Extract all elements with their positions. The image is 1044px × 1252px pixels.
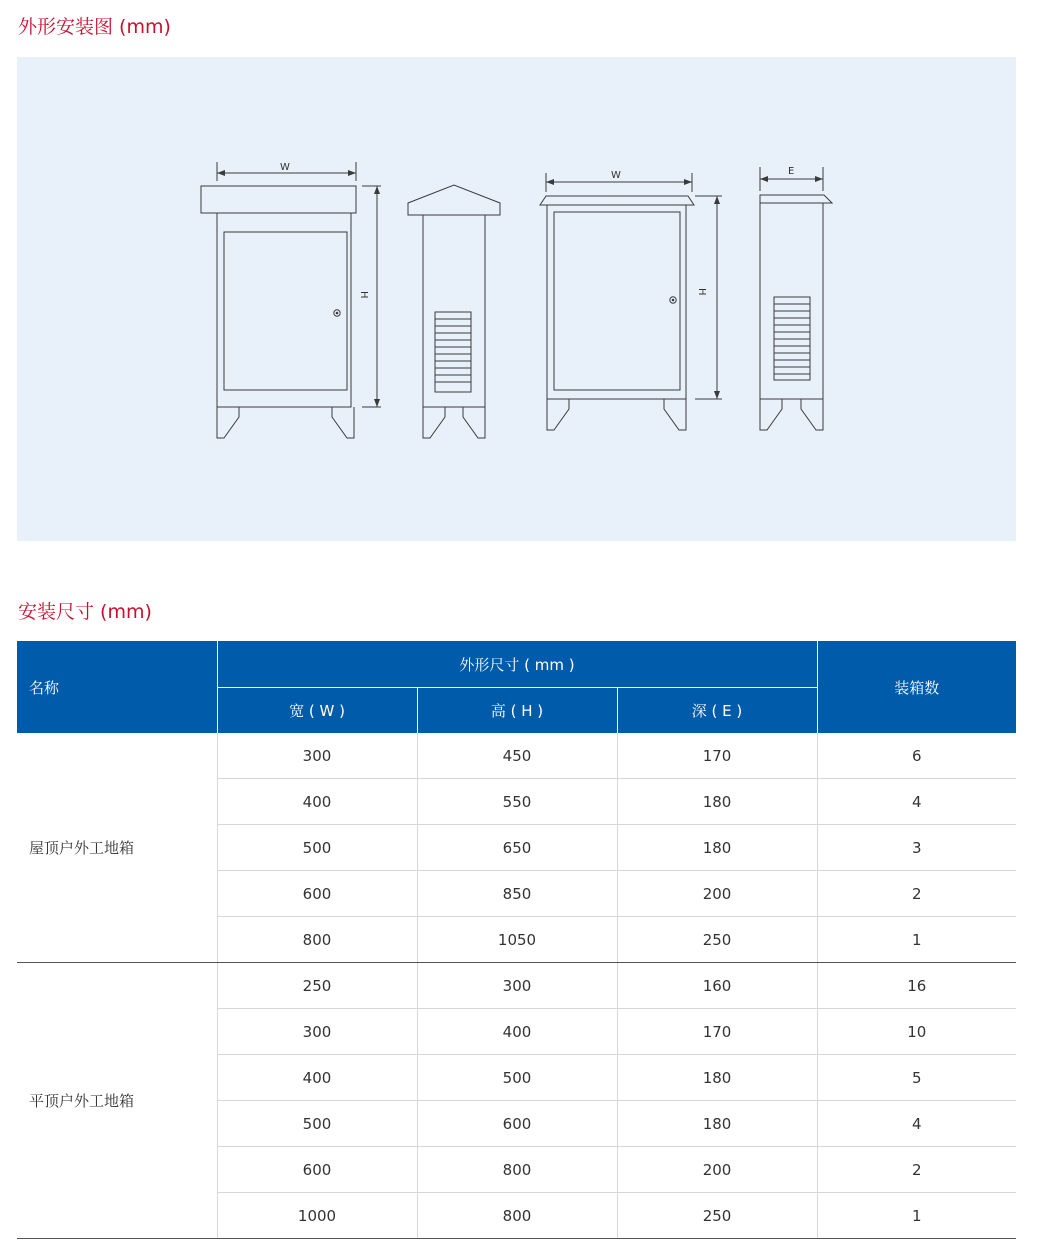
height-cell: 550 <box>417 779 617 825</box>
flat-cabinet-side-view <box>760 167 832 430</box>
width-cell: 800 <box>217 917 417 963</box>
product-name-cell: 平顶户外工地箱 <box>17 963 217 1239</box>
depth-cell: 180 <box>617 825 817 871</box>
table-row <box>17 733 1016 779</box>
depth-cell: 180 <box>617 1055 817 1101</box>
count-cell: 1 <box>817 1193 1016 1239</box>
height-cell: 500 <box>417 1055 617 1101</box>
count-cell: 2 <box>817 1147 1016 1193</box>
width-cell: 600 <box>217 1147 417 1193</box>
count-cell: 2 <box>817 871 1016 917</box>
height-cell: 600 <box>417 1101 617 1147</box>
height-cell: 800 <box>417 1147 617 1193</box>
product-name-cell: 屋顶户外工地箱 <box>17 733 217 963</box>
roof-cabinet-front-view <box>201 162 381 438</box>
table-section-title: 安装尺寸 (mm) <box>18 601 152 623</box>
height-label: H <box>696 288 707 296</box>
height-cell: 850 <box>417 871 617 917</box>
width-label: W <box>280 162 290 173</box>
count-cell: 4 <box>817 1101 1016 1147</box>
width-column-header: 宽 ( W ) <box>217 688 417 734</box>
dimensions-table <box>17 641 1016 1239</box>
depth-label: E <box>788 166 795 177</box>
width-cell: 500 <box>217 825 417 871</box>
depth-cell: 170 <box>617 733 817 779</box>
height-cell: 450 <box>417 733 617 779</box>
count-cell: 16 <box>817 963 1016 1009</box>
name-column-header: 名称 <box>17 641 217 733</box>
width-cell: 600 <box>217 871 417 917</box>
height-cell: 400 <box>417 1009 617 1055</box>
depth-cell: 250 <box>617 1193 817 1239</box>
depth-cell: 200 <box>617 1147 817 1193</box>
count-cell: 10 <box>817 1009 1016 1055</box>
count-cell: 6 <box>817 733 1016 779</box>
count-cell: 1 <box>817 917 1016 963</box>
flat-cabinet-front-view <box>540 173 722 430</box>
width-cell: 1000 <box>217 1193 417 1239</box>
depth-cell: 250 <box>617 917 817 963</box>
count-cell: 5 <box>817 1055 1016 1101</box>
depth-column-header: 深 ( E ) <box>617 688 817 734</box>
table-row <box>17 963 1016 1009</box>
height-cell: 300 <box>417 963 617 1009</box>
count-column-header: 装箱数 <box>817 641 1016 733</box>
width-cell: 300 <box>217 1009 417 1055</box>
height-label: H <box>358 291 369 299</box>
depth-cell: 160 <box>617 963 817 1009</box>
height-cell: 800 <box>417 1193 617 1239</box>
depth-cell: 170 <box>617 1009 817 1055</box>
width-cell: 250 <box>217 963 417 1009</box>
height-cell: 1050 <box>417 917 617 963</box>
width-cell: 400 <box>217 779 417 825</box>
dimensions-group-header: 外形尺寸 ( mm ) <box>217 641 817 688</box>
count-cell: 3 <box>817 825 1016 871</box>
width-cell: 300 <box>217 733 417 779</box>
depth-cell: 180 <box>617 1101 817 1147</box>
depth-cell: 200 <box>617 871 817 917</box>
height-column-header: 高 ( H ) <box>417 688 617 734</box>
roof-cabinet-side-view <box>408 185 500 438</box>
depth-cell: 180 <box>617 779 817 825</box>
width-label: W <box>611 170 621 181</box>
width-cell: 400 <box>217 1055 417 1101</box>
width-cell: 500 <box>217 1101 417 1147</box>
height-cell: 650 <box>417 825 617 871</box>
count-cell: 4 <box>817 779 1016 825</box>
installation-diagram <box>17 57 1016 541</box>
diagram-section-title: 外形安装图 (mm) <box>18 16 171 38</box>
